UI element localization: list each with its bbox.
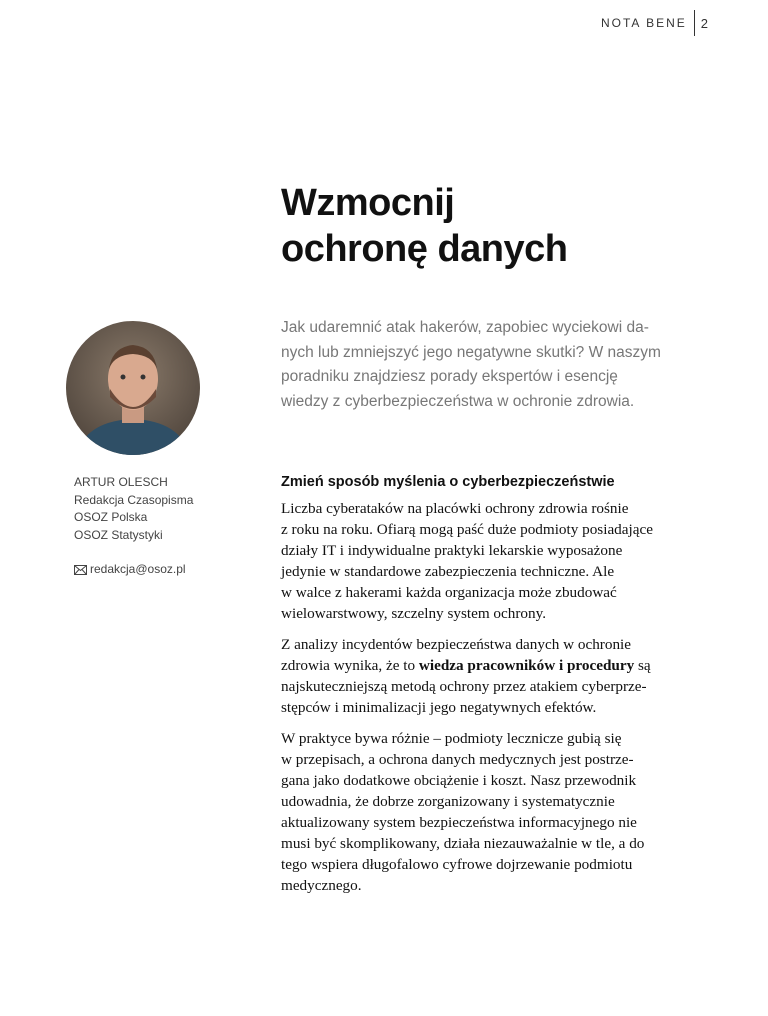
title-line: ochronę danych — [281, 228, 568, 270]
author-email[interactable] — [74, 561, 193, 579]
lead-paragraph — [281, 316, 661, 414]
text-line: Liczba cyberataków na placówki ochrony zdrowia rośnie — [281, 500, 629, 517]
divider — [694, 10, 695, 36]
author-name: ARTUR OLESCH — [74, 475, 168, 489]
title-line: Wzmocnij — [281, 182, 455, 224]
running-header — [601, 10, 708, 36]
text-line: gana jako dodatkowe obciążenie i koszt. Nasz przewodnik — [281, 772, 637, 789]
text-span: zdrowia wynika, że to — [281, 657, 419, 674]
text-line: w walce z hakerami każda organizacja może zbudować — [281, 584, 617, 601]
author-photo — [66, 321, 200, 455]
lead-line: Jak udaremnić atak hakerów, zapobiec wyciekowi da- — [281, 319, 649, 336]
page-number: 2 — [700, 15, 708, 31]
text-line: stępców i minimalizacji jego negatywnych efektów. — [281, 699, 597, 716]
text-line: W praktyce bywa różnie – podmioty lecznicze gubią się — [281, 730, 622, 747]
text-line — [281, 655, 653, 676]
author-role: OSOZ Statystyki — [74, 527, 163, 542]
section-name: NOTA BENE — [600, 16, 687, 30]
text-line: w przepisach, a ochrona danych medycznych jest postrze- — [281, 751, 634, 768]
author-role: Redakcja Czasopisma — [74, 492, 194, 507]
text-line: tego wspiera długofalowo cyfrowe dojrzewanie podmiotu — [281, 856, 633, 873]
text-line: jedynie w standardowe zabezpieczenia techniczne. Ale — [281, 563, 615, 580]
envelope-icon — [74, 565, 87, 575]
page-title — [281, 180, 568, 272]
text-span: są — [634, 657, 651, 674]
section-heading: Zmień sposób myślenia o cyberbezpieczeństwie — [281, 474, 615, 490]
text-line: Z analizy incydentów bezpieczeństwa danych w ochronie — [281, 636, 632, 653]
text-line: medycznego. — [281, 877, 362, 894]
article-body — [281, 472, 653, 896]
text-line: aktualizowany system bezpieczeństwa informacyjnego nie — [281, 814, 637, 831]
bold-text: wiedza pracowników i procedury — [418, 657, 635, 674]
text-line: najskuteczniejszą metodą ochrony przez atakiem cyberprze- — [281, 678, 647, 695]
lead-line: nych lub zmniejszyć jego negatywne skutki? W naszym — [281, 343, 661, 361]
lead-line: wiedzy z cyberbezpieczeństwa w ochronie zdrowia. — [281, 392, 635, 410]
author-role: OSOZ Polska — [74, 510, 148, 524]
lead-line: poradniku znajdziesz porady ekspertów i esencję — [281, 368, 618, 385]
text-line: działy IT i indywidualne praktyki lekarskie wyposażone — [281, 542, 623, 559]
text-line: udowadnia, że dobrze zorganizowany i systematycznie — [281, 793, 615, 810]
text-line: musi być skomplikowany, działa niezauważalnie w tle, a do — [281, 835, 645, 852]
text-line: wielowarstwowy, szczelny system ochrony. — [281, 605, 547, 622]
author-info — [74, 474, 193, 579]
email-link[interactable]: redakcja@osoz.pl — [90, 562, 186, 576]
text-line: z roku na roku. Ofiarą mogą paść duże podmioty posiadające — [281, 521, 653, 538]
